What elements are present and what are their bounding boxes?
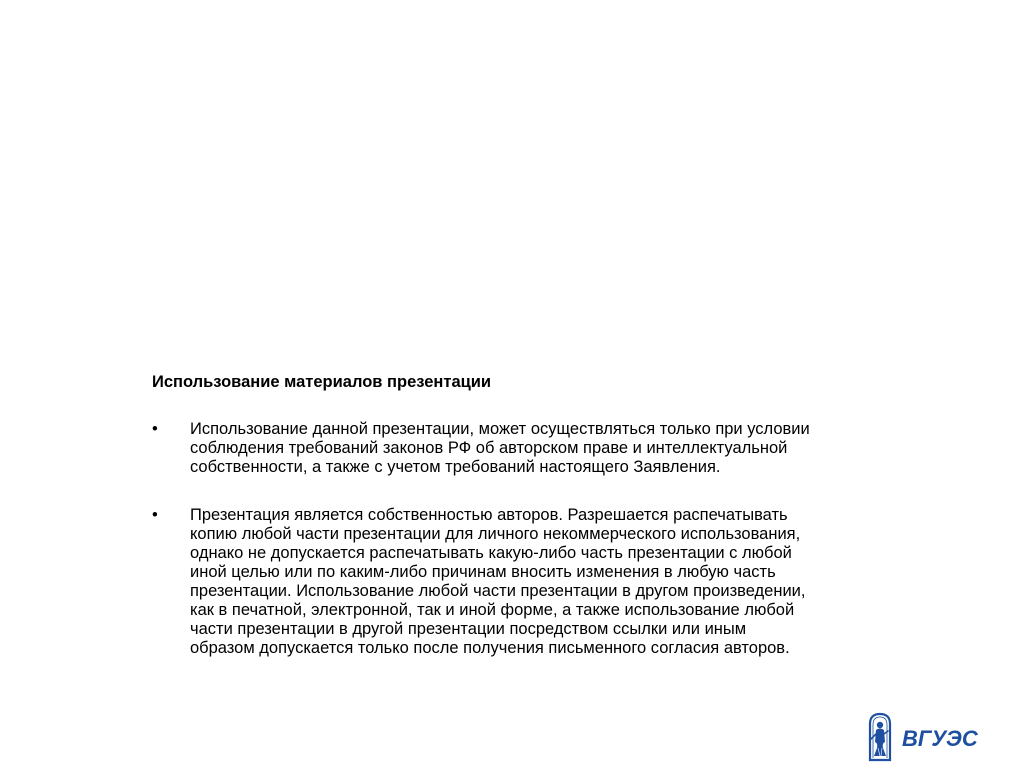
logo-graphic	[866, 712, 986, 762]
bullet-text-line: иной целью или по каким-либо причинам вносить изменения в любую часть	[190, 563, 776, 581]
bullet-text-line: Использование данной презентации, может осуществляться только при условии	[190, 420, 810, 438]
university-emblem-icon	[870, 714, 890, 760]
bullet-item	[152, 506, 952, 658]
slide-heading: Использование материалов презентации	[152, 373, 492, 391]
bullet-text-line: соблюдения требований законов РФ об авторском праве и интеллектуальной	[190, 439, 788, 457]
bullet-text-line: презентации. Использование любой части презентации в другом произведении,	[190, 582, 806, 600]
bullet-list	[152, 420, 952, 687]
bullet-text-line: как в печатной, электронной, так и иной форме, а также использование любой	[190, 601, 795, 619]
bullet-text-line: Презентация является собственностью авторов. Разрешается распечатывать	[190, 506, 788, 524]
bullet-text-line: образом допускается только после получения письменного согласия авторов.	[190, 639, 790, 657]
university-logo	[866, 712, 986, 762]
bullet-text-line: части презентации в другой презентации посредством ссылки или иным	[190, 620, 747, 638]
bullet-text-line: копию любой части презентации для личного некоммерческого использования,	[190, 525, 801, 543]
bullet-text-line: однако не допускается распечатывать какую-либо часть презентации с любой	[190, 544, 792, 562]
bullet-text-line: собственности, а также с учетом требований настоящего Заявления.	[190, 458, 721, 476]
logo-text: ВГУЭС	[902, 726, 978, 751]
bullet-item	[152, 420, 952, 477]
bullet-icon: •	[152, 420, 158, 438]
bullet-icon: •	[152, 506, 158, 524]
